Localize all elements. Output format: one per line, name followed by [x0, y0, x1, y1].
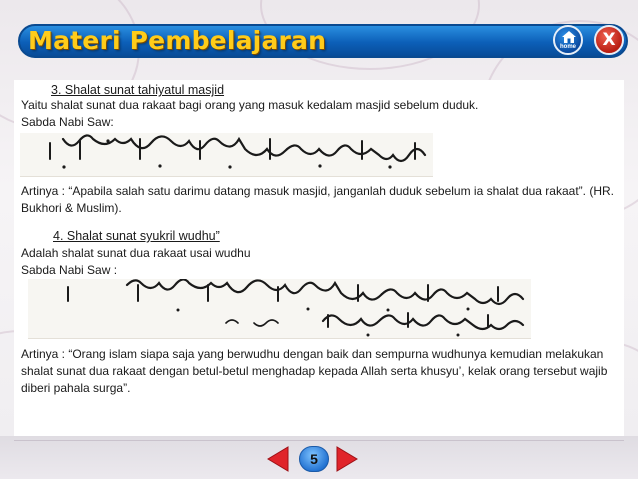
section4-translation: Artinya : “Orang islam siapa saja yang berwudhu dengan baik dan sempurna wudhunya kemudian melakukan shalat sunat dua rakaat dengan betul-betul menghadap kepada Allah serta khusyu’, kelak orang tersebut wajib diberi pahala surga”. [21, 347, 608, 395]
close-button[interactable] [594, 25, 624, 55]
home-icon [562, 31, 576, 43]
arrow-left-icon [266, 446, 290, 472]
next-page-button[interactable] [335, 446, 359, 472]
section3-translation: Artinya : “Apabila salah satu darimu datang masuk masjid, janganlah duduk sebelum ia shalat dua rakaat”. (HR. Bukhori & Muslim). [21, 184, 614, 215]
content-panel [14, 80, 624, 436]
previous-page-button[interactable] [266, 446, 290, 472]
section4-description: Adalah shalat sunat dua rakaat usai wudhu [21, 246, 251, 260]
section3-heading: 3. Shalat sunat tahiyatul masjid [51, 83, 225, 97]
footer-divider [14, 440, 624, 441]
arabic-calligraphy-graphic [28, 279, 531, 339]
section3-sabda-label: Sabda Nabi Saw: [21, 115, 114, 129]
arrow-right-icon [335, 446, 359, 472]
close-icon: X [602, 30, 616, 50]
section3-description: Yaitu shalat sunat dua rakaat bagi orang yang masuk kedalam masjid sebelum duduk. [21, 98, 479, 112]
page-number-badge: 5 [299, 446, 329, 472]
home-button[interactable] [553, 25, 583, 55]
home-label: home [559, 44, 576, 50]
section3-arabic-text-image [20, 133, 433, 177]
header [0, 0, 638, 62]
page-title: Materi Pembelajaran [28, 26, 327, 55]
arabic-calligraphy-graphic [20, 133, 433, 177]
section4-sabda-label: Sabda Nabi Saw : [21, 263, 118, 277]
section4-heading: 4. Shalat sunat syukril wudhu” [53, 229, 220, 243]
section4-arabic-text-image [28, 279, 531, 339]
